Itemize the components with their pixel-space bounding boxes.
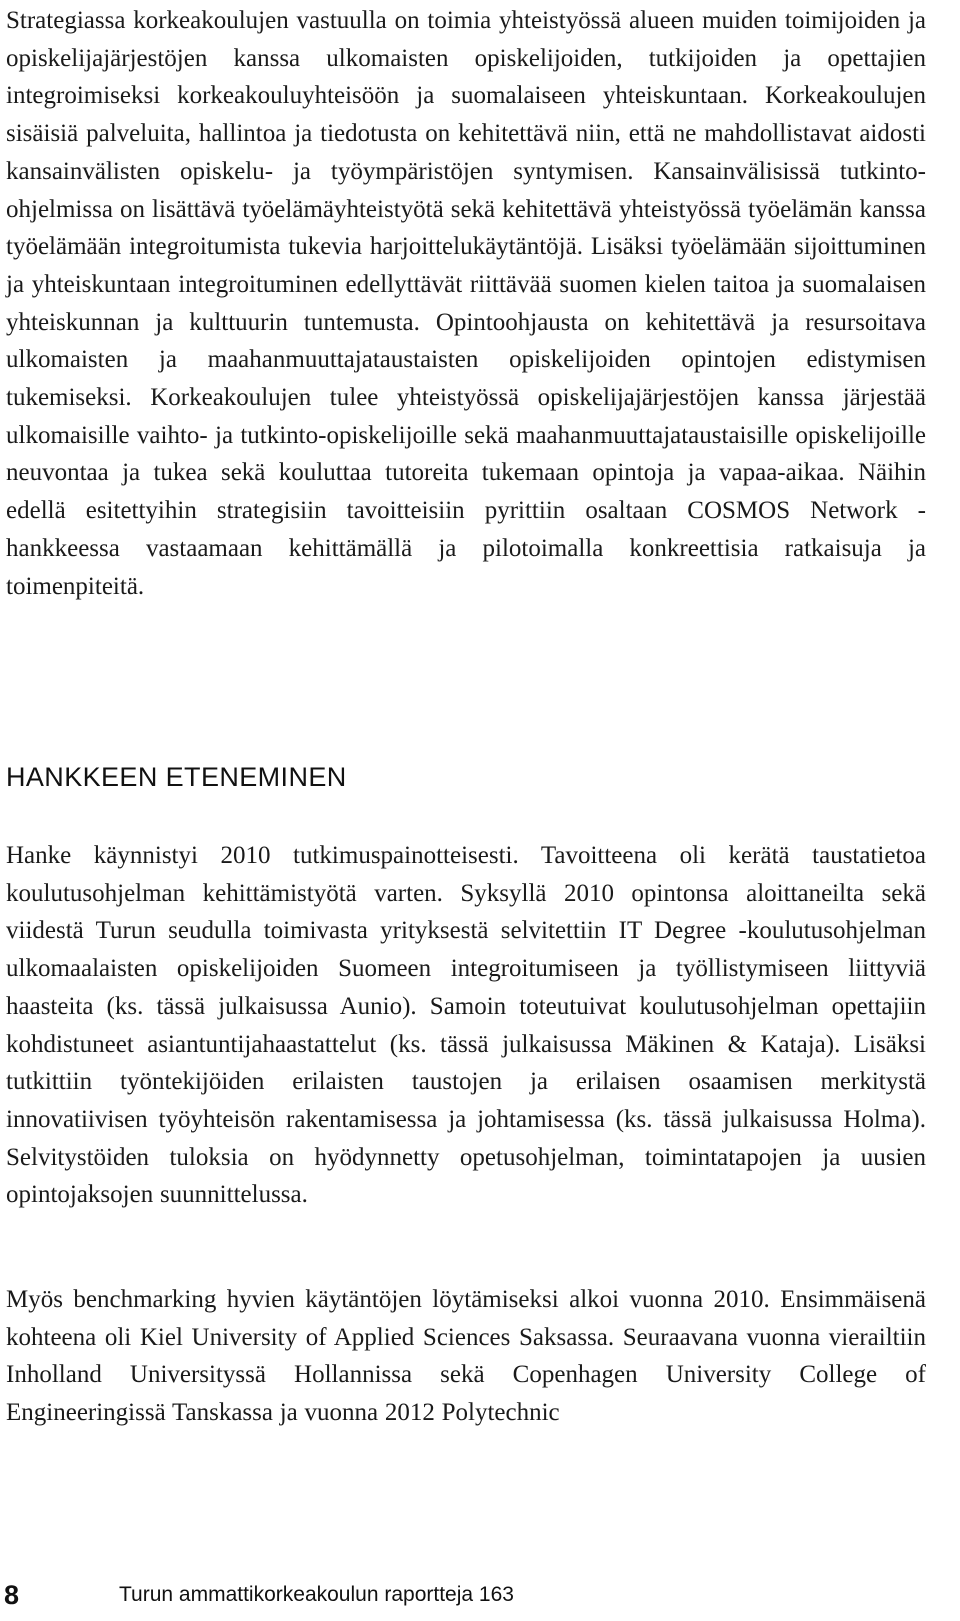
- body-paragraph: Strategiassa korkeakoulujen vastuulla on toimia yhteistyössä alueen muiden toimijoiden ja opiskelijajärjestöjen kanssa ulkomaisten opiskelijoiden, tutkijoiden ja opettajien integroimiseksi korkeakouluyhteisöön ja suomalaiseen yhteiskuntaan. Korkeakoulujen sisäisiä palveluita, hallintoa ja tiedotusta on kehitettävä niin, että ne mahdollistavat aidosti kansainvälisten opiskelu- ja työympäristöjen syntymisen. Kansainvälisissä tutkinto-ohjelmissa on lisättävä työelämäyhteistyötä sekä kehitettävä yhteistyössä työelämän kanssa työelämään integroitumista tukevia harjoittelukäytäntöjä. Lisäksi työelämään sijoittuminen ja yhteiskuntaan integroituminen edellyttävät riittävää suomen kielen taitoa ja suomalaisen yhteiskunnan ja kulttuurin tuntemusta. Opintoohjausta on kehitettävä ja resursoitava ulkomaisten ja maahanmuuttajataustaisten opiskelijoiden opintojen edistymisen tukemiseksi. Korkeakoulujen tulee yhteistyössä opiskelijajärjestöjen kanssa järjestää ulkomaisille vaihto- ja tutkinto-opiskelijoille sekä maahanmuuttajataustaisille opiskelijoille neuvontaa ja tukea sekä kouluttaa tutoreita tukemaan opintoja ja vapaa-aikaa. Näihin edellä esitettyihin strategisiin tavoitteisiin pyrittiin osaltaan COSMOS Network -hankkeessa vastaamaan kehittämällä ja pilotoimalla konkreettisia ratkaisuja ja toimenpiteitä.: [6, 7, 926, 600]
- body-paragraph: Myös benchmarking hyvien käytäntöjen löytämiseksi alkoi vuonna 2010. Ensimmäisenä kohteena oli Kiel University of Applied Sciences Saksassa. Seuraavana vuonna vierailtiin Inholland Universityssä Hollannissa sekä Copenhagen University College of Engineeringissä Tanskassa ja vuonna 2012 Polytechnic: [6, 1286, 926, 1427]
- section-heading: HANKKEEN ETENEMINEN: [6, 762, 347, 792]
- page-footer: [4, 1580, 944, 1614]
- body-paragraph: Hanke käynnistyi 2010 tutkimuspainotteisesti. Tavoitteena oli kerätä taustatietoa koulutusohjelman kehittämistyötä varten. Syksyllä 2010 opintonsa aloittaneilta sekä viidestä Turun seudulla toimivasta yrityksestä selvitettiin IT Degree -koulutusohjelman ulkomaalaisten opiskelijoiden Suomeen integroitumiseen ja työllistymiseen liittyviä haasteita (ks. tässä julkaisussa Aunio). Samoin toteutuivat koulutusohjelman opettajiin kohdistuneet asiantuntijahaastattelut (ks. tässä julkaisussa Mäkinen & Kataja). Lisäksi tutkittiin työntekijöiden erilaisten taustojen ja erilaisen osaamisen merkitystä innovatiivisen työyhteisön rakentamisessa ja johtamisessa (ks. tässä julkaisussa Holma). Selvitystöiden tuloksia on hyödynnetty opetusohjelman, toimintatapojen ja uusien opintojaksojen suunnittelussa.: [6, 842, 926, 1209]
- publication-series-name: Turun ammattikorkeakoulun raportteja 163: [119, 1583, 514, 1606]
- page-number: 8: [4, 1580, 20, 1610]
